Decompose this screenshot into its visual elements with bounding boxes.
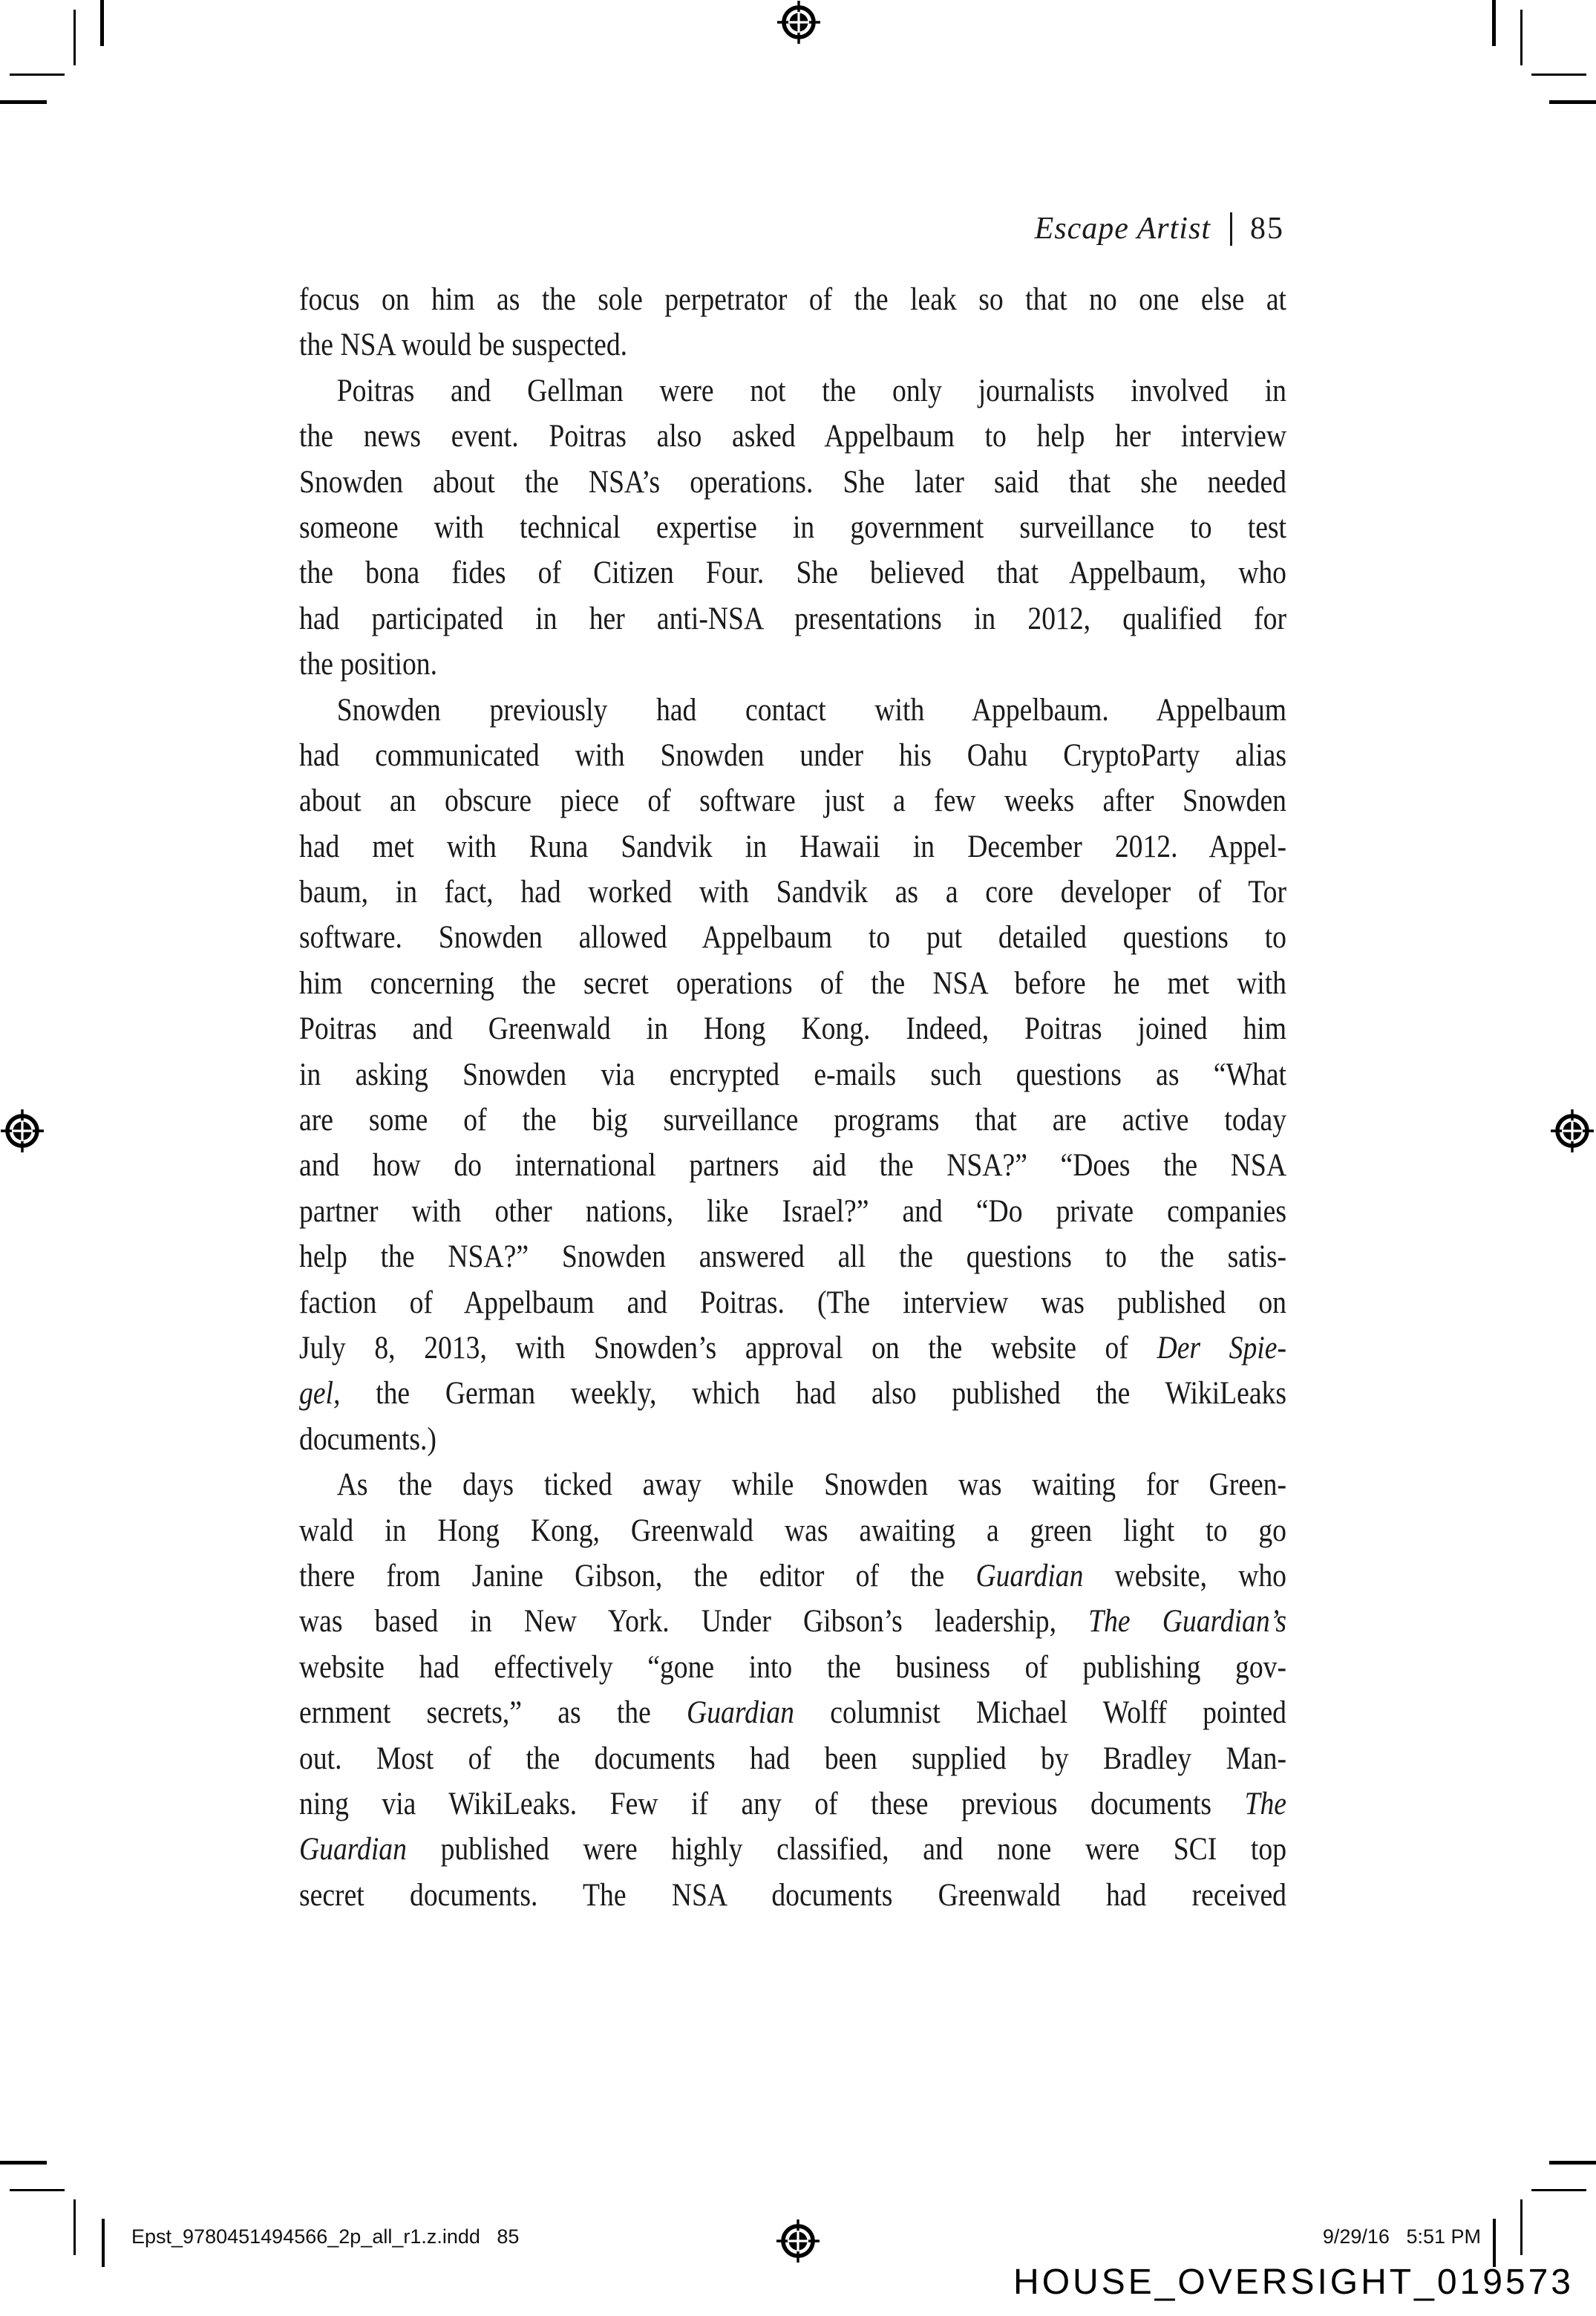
paragraph — [299, 277, 1286, 368]
text-line: Snowden previously had contact with Appelbaum. Appelbaum — [336, 692, 1286, 728]
text-line: there from Janine Gibson, the editor of the Guardian website, who — [299, 1558, 1286, 1594]
crop-mark — [1520, 2199, 1523, 2255]
paragraph — [299, 1462, 1286, 1918]
crop-mark — [102, 2219, 105, 2267]
text-line: focus on him as the sole perpetrator of the leak so that no one else at — [299, 282, 1286, 317]
text-line: Guardian published were highly classified, and none were SCI top — [299, 1832, 1286, 1868]
text-line: the bona fides of Citizen Four. She believed that Appelbaum, who — [299, 555, 1286, 591]
text-line: As the days ticked away while Snowden was waiting for Green- — [336, 1467, 1286, 1503]
crop-mark — [0, 2161, 47, 2165]
text-line: about an obscure piece of software just a few weeks after Snowden — [299, 783, 1286, 819]
text-line: gel, the German weekly, which had also published the WikiLeaks — [299, 1376, 1286, 1412]
text-line: baum, in fact, had worked with Sandvik as a core developer of Tor — [299, 875, 1286, 910]
crop-mark — [1493, 2219, 1496, 2267]
body-text — [299, 277, 1286, 1918]
text-line: website had effectively “gone into the business of publishing gov- — [299, 1649, 1286, 1685]
text-line: ning via WikiLeaks. Few if any of these previous documents The — [299, 1786, 1286, 1821]
crop-mark — [1549, 2161, 1596, 2165]
text-line: wald in Hong Kong, Greenwald was awaiting a green light to go — [299, 1513, 1286, 1548]
text-line: had met with Runa Sandvik in Hawaii in December 2012. Appel- — [299, 829, 1286, 864]
text-line: Snowden about the NSA’s operations. She later said that she needed — [299, 464, 1286, 500]
text-line: someone with technical expertise in government surveillance to test — [299, 509, 1286, 545]
text-line: the news event. Poitras also asked Appelbaum to help her interview — [299, 419, 1286, 454]
text-line: Poitras and Greenwald in Hong Kong. Indeed, Poitras joined him — [299, 1011, 1286, 1047]
text-line: was based in New York. Under Gibson’s leadership, The Guardian’s — [299, 1604, 1286, 1640]
crop-mark — [100, 0, 104, 46]
text-line: help the NSA?” Snowden answered all the questions to the satis- — [299, 1239, 1286, 1275]
text-line: the NSA would be suspected. — [299, 327, 628, 363]
text-line: in asking Snowden via encrypted e-mails such questions as “What — [299, 1057, 1286, 1092]
registration-mark-icon — [776, 2219, 820, 2263]
registration-mark-icon — [1551, 1109, 1594, 1152]
crop-mark — [0, 100, 47, 104]
footer-file-info: Epst_9780451494566_2p_all_r1.z.indd 85 — [131, 2225, 520, 2248]
crop-mark — [73, 10, 76, 65]
crop-mark — [10, 74, 65, 76]
paragraph — [299, 368, 1286, 688]
registration-mark-icon — [777, 1, 820, 44]
crop-mark — [1531, 74, 1586, 76]
text-line: faction of Appelbaum and Poitras. (The interview was published on — [299, 1285, 1286, 1320]
text-line: secret documents. The NSA documents Greenwald had received — [299, 1877, 1286, 1913]
crop-mark — [1531, 2189, 1586, 2191]
text-line: partner with other nations, like Israel?” and “Do private companies — [299, 1193, 1286, 1229]
text-line: had participated in her anti-NSA presentations in 2012, qualified for — [299, 601, 1286, 636]
page-number: 85 — [1250, 212, 1284, 246]
header-divider — [1230, 212, 1232, 246]
crop-mark — [1520, 10, 1523, 65]
text-line: Poitras and Gellman were not the only journalists involved in — [336, 373, 1286, 408]
registration-mark-icon — [1, 1109, 44, 1152]
text-line: had communicated with Snowden under his Oahu CryptoParty alias — [299, 737, 1286, 773]
text-line: documents.) — [299, 1421, 436, 1457]
text-line: July 8, 2013, with Snowden’s approval on the website of Der Spie- — [299, 1330, 1286, 1366]
crop-mark — [73, 2199, 76, 2255]
bates-stamp: HOUSE_OVERSIGHT_019573 — [1013, 2263, 1574, 2302]
page-header — [1035, 209, 1284, 248]
text-line: him concerning the secret operations of the NSA before he met with — [299, 965, 1286, 1001]
text-line: software. Snowden allowed Appelbaum to put detailed questions to — [299, 920, 1286, 956]
paragraph — [299, 688, 1286, 1463]
text-line: and how do international partners aid the NSA?” “Does the NSA — [299, 1148, 1286, 1184]
text-line: are some of the big surveillance programs that are active today — [299, 1103, 1286, 1138]
text-line: the position. — [299, 647, 438, 682]
text-line: out. Most of the documents had been supplied by Bradley Man- — [299, 1741, 1286, 1776]
footer-timestamp: 9/29/16 5:51 PM — [1322, 2225, 1481, 2248]
crop-mark — [1549, 100, 1596, 104]
text-line: ernment secrets,” as the Guardian columnist Michael Wolff pointed — [299, 1695, 1286, 1731]
crop-mark — [1492, 0, 1496, 46]
crop-mark — [10, 2189, 65, 2191]
running-head-title: Escape Artist — [1034, 212, 1211, 246]
